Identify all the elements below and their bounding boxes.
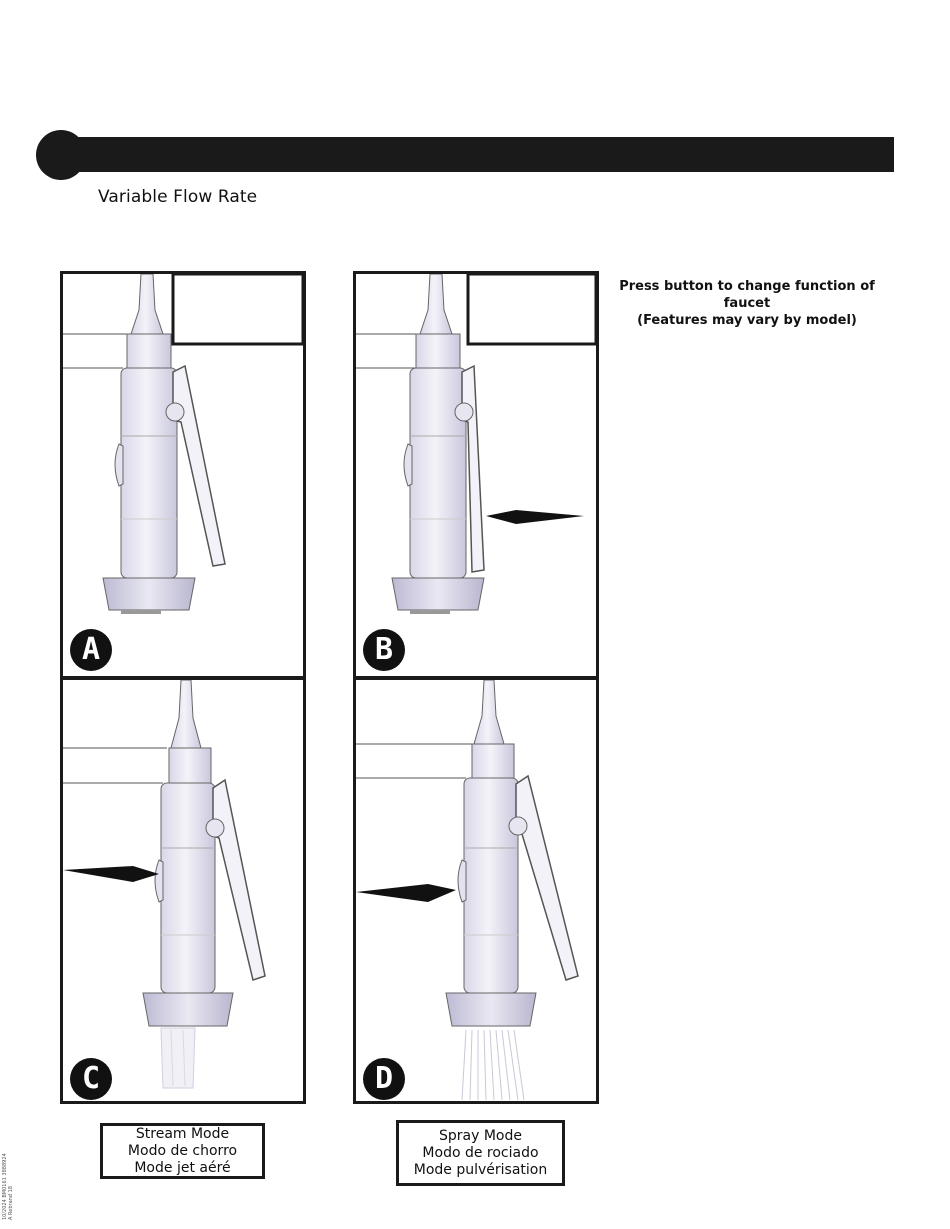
arrow-icon bbox=[356, 884, 456, 902]
document-code bbox=[2, 1150, 22, 1220]
illustration-panel-d bbox=[353, 677, 599, 1104]
hose-box bbox=[173, 274, 303, 344]
caption-spanish: Modo de chorro bbox=[127, 1143, 238, 1159]
document-code-line-2: Rebrand 18 bbox=[8, 1186, 14, 1215]
instruction-line-2: (Features may vary by model) bbox=[637, 313, 857, 328]
section-header-bar bbox=[78, 137, 894, 172]
caption-french: Mode pulvérisation bbox=[413, 1162, 548, 1178]
caption-english: Spray Mode bbox=[439, 1128, 522, 1144]
document-code-line-1: 10/2024 BM0161 3888924 A bbox=[2, 1153, 14, 1220]
stream-mode-caption bbox=[100, 1123, 265, 1179]
instruction-note bbox=[606, 278, 888, 329]
illustration-panel-b bbox=[353, 271, 599, 679]
panel-letter-badge: A bbox=[70, 629, 112, 671]
arrow-icon bbox=[486, 510, 584, 524]
faucet-illustration-b bbox=[356, 274, 596, 676]
caption-spanish: Modo de rociado bbox=[422, 1145, 539, 1161]
hose-box bbox=[468, 274, 596, 344]
panel-letter-badge: D bbox=[363, 1058, 405, 1100]
illustration-panel-a bbox=[60, 271, 306, 679]
faucet-illustration-c bbox=[63, 680, 303, 1101]
arrow-icon bbox=[63, 866, 159, 882]
faucet-illustration-d bbox=[356, 680, 596, 1101]
section-title: Variable Flow Rate bbox=[98, 187, 258, 207]
caption-english: Stream Mode bbox=[135, 1126, 230, 1142]
panel-letter-badge: C bbox=[70, 1058, 112, 1100]
illustration-panel-c bbox=[60, 677, 306, 1104]
panel-letter-badge: B bbox=[363, 629, 405, 671]
spray-pattern bbox=[462, 1030, 524, 1100]
spray-mode-caption bbox=[396, 1120, 565, 1186]
caption-french: Mode jet aéré bbox=[134, 1160, 231, 1176]
faucet-illustration-a bbox=[63, 274, 303, 676]
instruction-line-1: Press button to change function of faucet bbox=[619, 279, 875, 311]
